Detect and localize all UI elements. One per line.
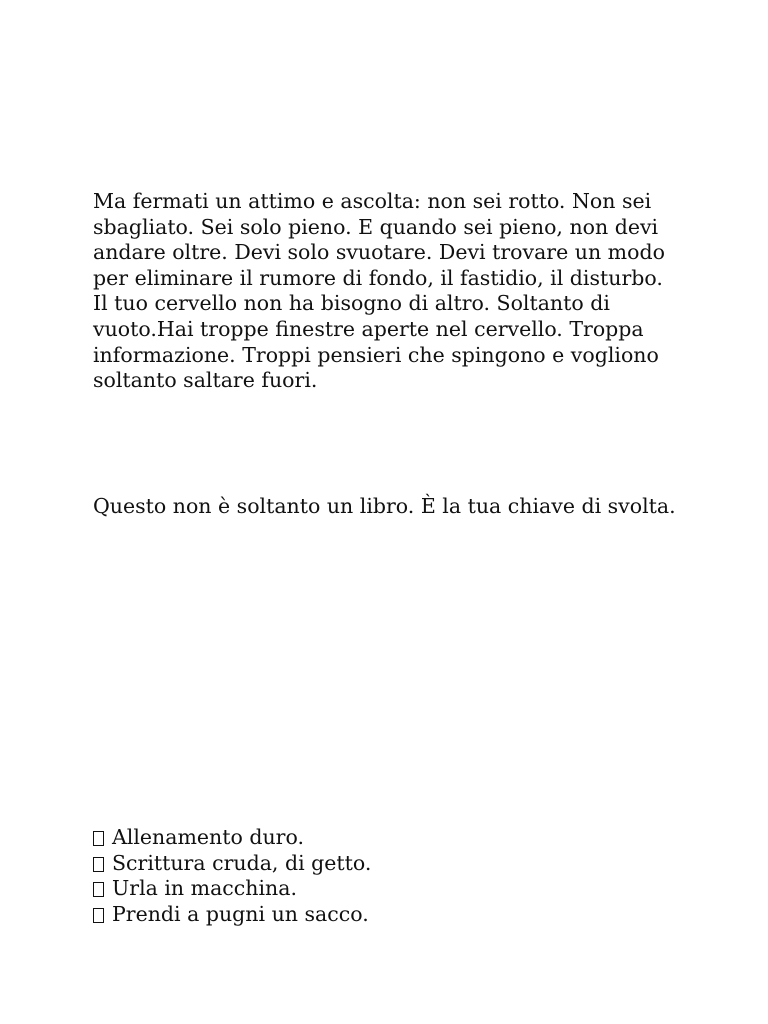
bullet-list: [93, 825, 683, 927]
list-item: [93, 876, 683, 902]
list-item-label: Prendi a pugni un sacco.: [112, 901, 369, 926]
list-item-label: Scrittura cruda, di getto.: [112, 850, 372, 875]
tagline-paragraph: Questo non è soltanto un libro. È la tua chiave di svolta.: [93, 494, 676, 518]
missing-glyph-box-icon: [93, 831, 104, 846]
missing-glyph-box-icon: [93, 857, 104, 872]
list-item-label: Urla in macchina.: [112, 876, 297, 901]
list-item-label: Allenamento duro.: [112, 825, 304, 849]
body-paragraph: Ma fermati un attimo e ascolta: non sei rotto. Non sei sbagliato. Sei solo pieno. E quando sei pieno, non devi andare oltre. Devi solo svuotare. Devi trovare un modo per eliminare il rumore di fondo, il fastidio, il disturbo. Il tuo cervello non ha bisogno di altro. Soltanto di vuoto.Hai troppe finestre aperte nel cervello. Troppa informazione. Troppi pensieri che spingono e vogliono soltanto saltare fuori.: [93, 189, 665, 393]
list-item: [93, 902, 683, 928]
list-item: [93, 851, 683, 877]
missing-glyph-box-icon: [93, 908, 104, 923]
missing-glyph-box-icon: [93, 882, 104, 897]
list-item: [93, 825, 683, 851]
